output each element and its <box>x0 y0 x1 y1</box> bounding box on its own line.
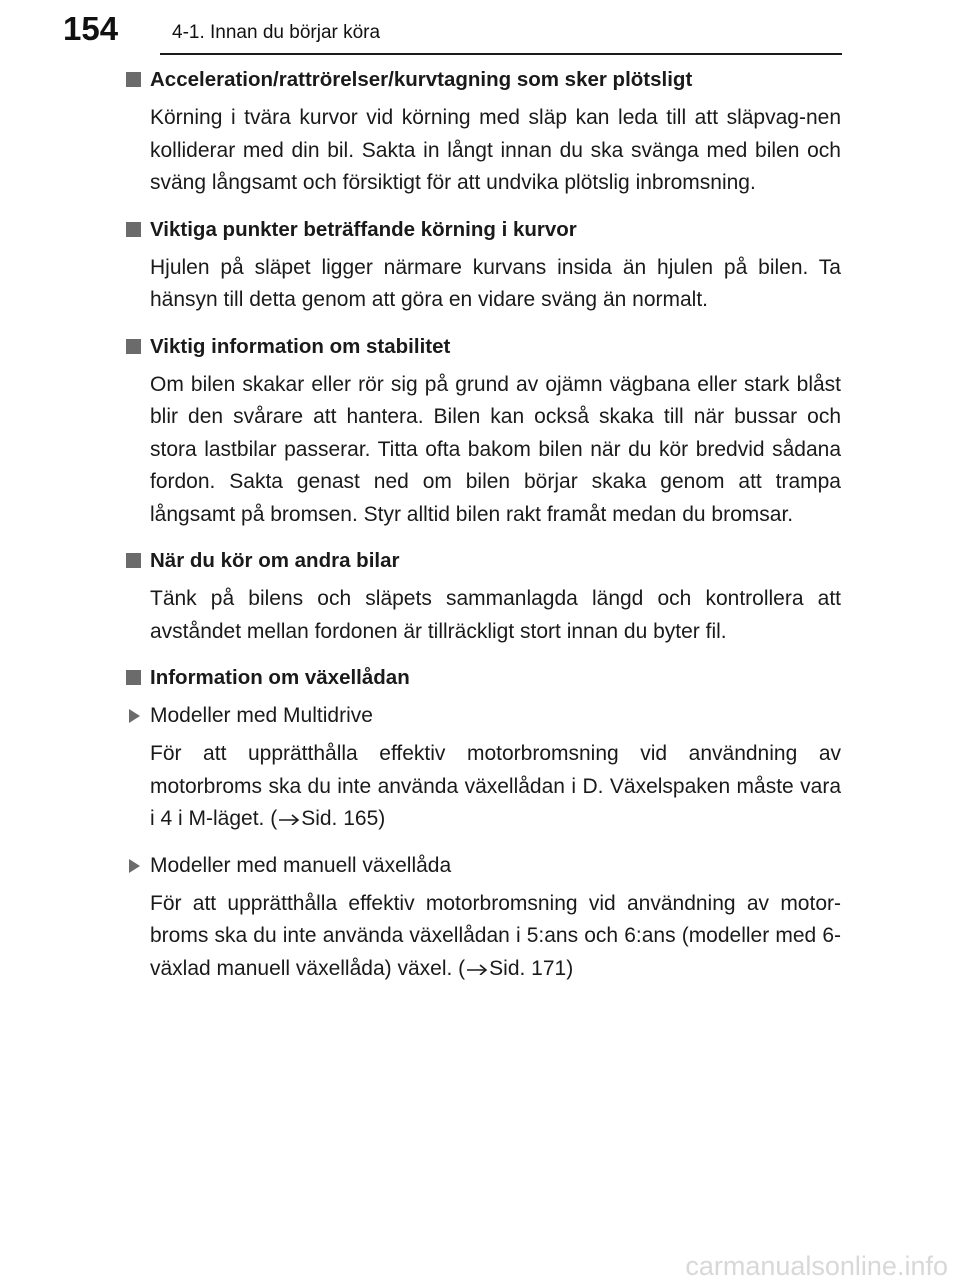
square-bullet-icon <box>126 222 141 237</box>
subsection-heading <box>125 850 841 882</box>
chapter-header: 4-1. Innan du börjar köra <box>172 22 381 43</box>
page-number: 154 <box>63 10 119 47</box>
section-heading <box>125 662 841 694</box>
section-title: Information om växellådan <box>150 666 410 689</box>
section-title: När du kör om andra bilar <box>150 549 400 572</box>
square-bullet-icon <box>126 72 141 87</box>
triangle-bullet-icon <box>129 709 140 723</box>
paragraph-text: För att upprätthålla effektiv motorbromsning vid användning av motor-broms ska du inte använda växellådan i 5:ans och 6:ans (modeller med 6-växlad manuell växellåda) växel. ( <box>150 891 841 980</box>
section-heading <box>125 545 841 577</box>
section-title: Acceleration/rattrörelser/kurvtagning som sker plötsligt <box>150 68 693 91</box>
section-paragraph: Om bilen skakar eller rör sig på grund av ojämn vägbana eller stark blåst blir den svårare att hantera. Bilen kan också skaka till när bussar och stora lastbilar passerar. Titta ofta bakom bilen när du kör bredvid sådana fordon. Sakta genast ned om bilen börjar skaka genom att trampa långsamt på bromsen. Styr alltid bilen rakt framåt medan du bromsar. <box>150 372 841 526</box>
section-paragraph: Hjulen på släpet ligger närmare kurvans insida än hjulen på bilen. Ta hänsyn till detta genom att göra en vidare sväng än normalt. <box>150 255 841 311</box>
square-bullet-icon <box>126 670 141 685</box>
page-reference-link[interactable]: Sid. 171) <box>489 956 574 980</box>
subsection-paragraph <box>125 738 841 836</box>
page-reference-link[interactable]: Sid. 165) <box>301 807 386 830</box>
subsection-paragraph <box>125 888 841 986</box>
watermark: carmanualsonline.info <box>685 1251 948 1281</box>
arrow-right-icon <box>277 811 301 825</box>
subsection-heading <box>125 700 841 732</box>
section-paragraph: Körning i tvära kurvor vid körning med släp kan leda till att släpvag-nen kolliderar med din bil. Sakta in långt innan du ska svänga med bilen och sväng långsamt och försiktigt för att undvika plötslig inbromsning. <box>150 106 841 194</box>
square-bullet-icon <box>126 339 141 354</box>
section-title: Viktig information om stabilitet <box>150 334 451 358</box>
page-content <box>125 64 841 999</box>
section-heading <box>125 214 841 246</box>
section-heading <box>125 64 841 96</box>
subsection-label: Modeller med Multidrive <box>150 704 373 727</box>
arrow-right-icon <box>465 961 489 975</box>
paragraph-text: För att upprätthålla effektiv motorbromsning vid användning av motorbroms ska du inte använda växellådan i D. Växelspaken måste vara i 4 i M-läget. ( <box>150 742 841 830</box>
section-title: Viktiga punkter beträffande körning i kurvor <box>150 217 577 241</box>
section-heading <box>125 331 841 363</box>
subsection-label: Modeller med manuell växellåda <box>150 853 452 877</box>
square-bullet-icon <box>126 553 141 568</box>
section-paragraph: Tänk på bilens och släpets sammanlagda längd och kontrollera att avståndet mellan fordonen är tillräckligt stort innan du byter fil. <box>150 587 841 643</box>
header-divider <box>160 53 842 55</box>
triangle-bullet-icon <box>129 859 140 873</box>
